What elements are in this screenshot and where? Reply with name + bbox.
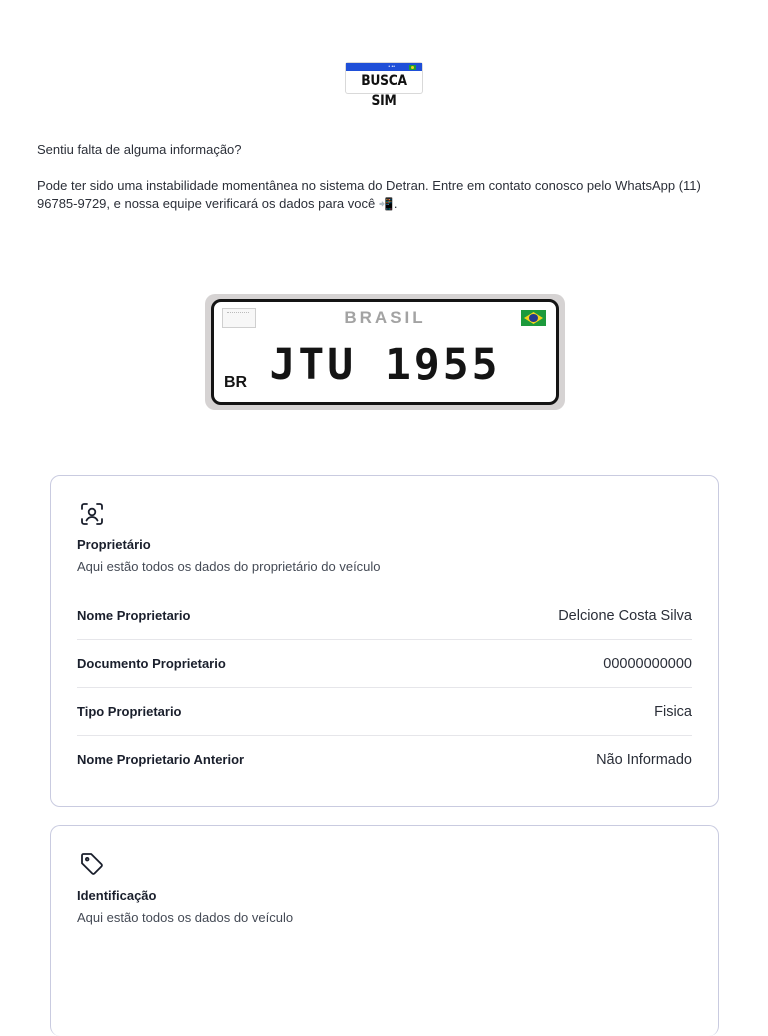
owner-row-type xyxy=(77,688,692,736)
notice-question: Sentiu falta de alguma informação? xyxy=(37,142,242,157)
row-value: Fisica xyxy=(654,703,692,720)
row-value: 00000000000 xyxy=(603,655,692,672)
identification-card-subtitle: Aqui estão todos os dados do veículo xyxy=(77,910,294,925)
logo-flag-icon xyxy=(409,65,416,70)
license-plate xyxy=(211,299,559,405)
logo-blue-band xyxy=(346,63,422,71)
row-label: Nome Proprietario xyxy=(77,608,191,623)
logo-text: BUSCA SIM xyxy=(361,73,407,109)
notice-period: . xyxy=(393,196,398,211)
owner-row-name xyxy=(77,592,692,640)
identification-card xyxy=(50,825,719,1036)
owner-card-subtitle: Aqui estão todos os dados do proprietário do veículo xyxy=(77,559,381,574)
notice-message xyxy=(37,177,727,213)
row-label: Tipo Proprietario xyxy=(77,704,182,719)
owner-data-list xyxy=(77,592,692,783)
row-value: Delcione Costa Silva xyxy=(558,607,692,624)
plate-country: BRASIL xyxy=(344,308,426,327)
logo-dots: • •• xyxy=(388,64,395,70)
license-plate-frame xyxy=(205,294,565,410)
owner-row-document xyxy=(77,640,692,688)
busca-sim-logo[interactable] xyxy=(346,63,422,109)
mobile-phone-arrow-icon: 📲 xyxy=(378,197,394,211)
row-label: Documento Proprietario xyxy=(77,656,226,671)
row-label: Nome Proprietario Anterior xyxy=(77,752,245,767)
user-scan-icon xyxy=(79,501,105,527)
plate-country-code: BR xyxy=(224,374,248,391)
notice-message-text: Pode ter sido uma instabilidade momentânea no sistema do Detran. Entre em contato conosco pelo WhatsApp (11) 96785-9729, e nossa equipe verificará os dados para você xyxy=(37,178,701,211)
identification-card-title: Identificação xyxy=(77,888,157,903)
tag-icon xyxy=(79,851,105,877)
owner-row-previous-owner xyxy=(77,736,692,783)
info-notice xyxy=(37,141,727,213)
owner-card-title: Proprietário xyxy=(77,537,151,552)
owner-card xyxy=(50,475,719,807)
row-value: Não Informado xyxy=(596,751,692,768)
plate-number: JTU 1955 xyxy=(269,340,501,390)
brazil-flag-icon xyxy=(521,310,546,326)
